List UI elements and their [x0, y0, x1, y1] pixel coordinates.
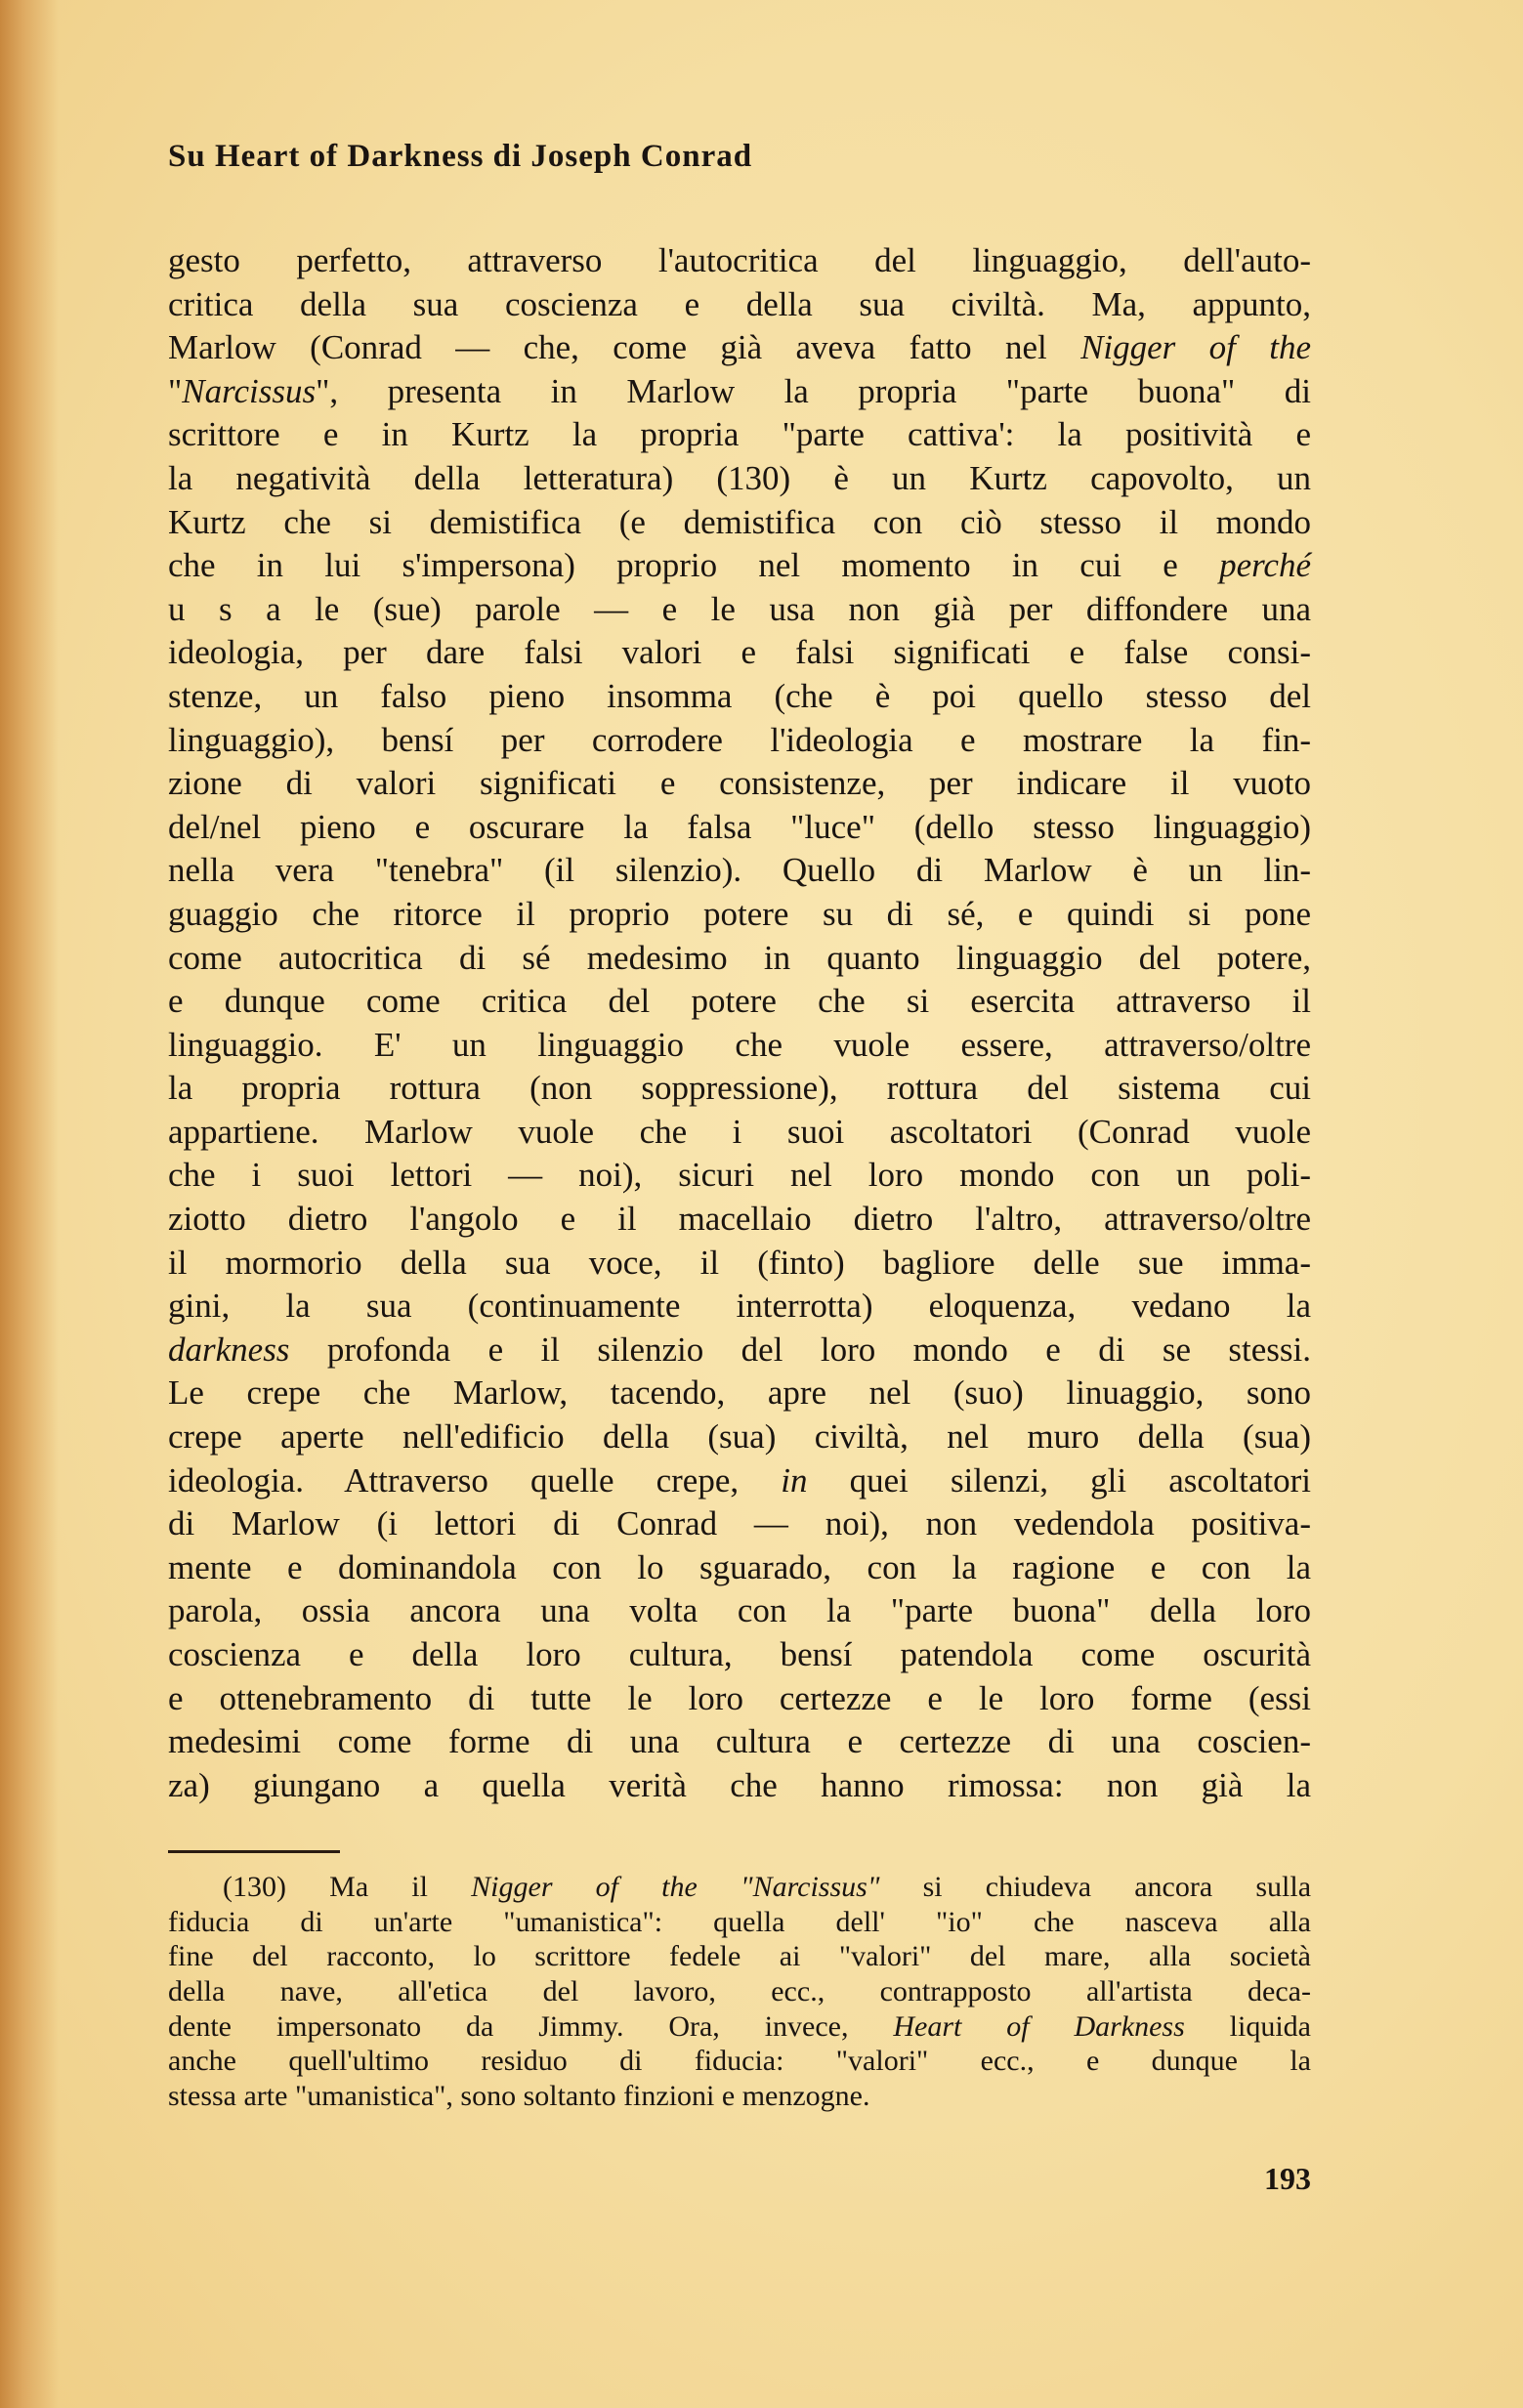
- body-line: parola, ossia ancora una volta con la "parte buona" della loro: [168, 1591, 1311, 1630]
- body-line: u s a le (sue) parole — e le usa non già per diffondere una: [168, 589, 1311, 628]
- body-line: medesimi come forme di una cultura e certezze di una coscien-: [168, 1722, 1311, 1761]
- footnote-line: fiducia di un'arte "umanistica": quella dell' "io" che nasceva alla: [168, 1905, 1311, 1938]
- footnote-line: della nave, all'etica del lavoro, ecc., contrapposto all'artista deca-: [168, 1975, 1311, 2008]
- footnote-line: anche quell'ultimo residuo di fiducia: "valori" ecc., e dunque la: [168, 2045, 1311, 2078]
- body-line: darkness profonda e il silenzio del loro mondo e di se stessi.: [168, 1330, 1311, 1369]
- body-line: ideologia, per dare falsi valori e falsi significati e false consi-: [168, 633, 1311, 672]
- footnote-rule: [168, 1850, 340, 1853]
- body-line: Kurtz che si demistifica (e demistifica con ciò stesso il mondo: [168, 502, 1311, 541]
- body-line: gini, la sua (continuamente interrotta) eloquenza, vedano la: [168, 1287, 1311, 1326]
- body-line: za) giungano a quella verità che hanno rimossa: non già la: [168, 1765, 1311, 1804]
- body-text: [168, 239, 1311, 1807]
- body-line: zione di valori significati e consistenze, per indicare il vuoto: [168, 764, 1311, 803]
- body-line: e dunque come critica del potere che si esercita attraverso il: [168, 982, 1311, 1021]
- body-line: linguaggio), bensí per corrodere l'ideologia e mostrare la fin-: [168, 720, 1311, 759]
- footnote-line: (130) Ma il Nigger of the "Narcissus" si chiudeva ancora sulla: [223, 1871, 1312, 1903]
- running-head: Su Heart of Darkness di Joseph Conrad: [168, 139, 753, 174]
- body-line: del/nel pieno e oscurare la falsa "luce" (dello stesso linguaggio): [168, 807, 1311, 846]
- footnote-line: stessa arte "umanistica", sono soltanto finzioni e menzogne.: [168, 2080, 870, 2113]
- spine-shadow: [0, 0, 59, 2408]
- body-line: ideologia. Attraverso quelle crepe, in quei silenzi, gli ascoltatori: [168, 1460, 1311, 1500]
- body-line: Marlow (Conrad — che, come già aveva fatto nel Nigger of the: [168, 328, 1311, 367]
- body-line: la propria rottura (non soppressione), rottura del sistema cui: [168, 1069, 1311, 1108]
- footnote-line: dente impersonato da Jimmy. Ora, invece, Heart of Darkness liquida: [168, 2009, 1311, 2043]
- body-line: di Marlow (i lettori di Conrad — noi), non vedendola positiva-: [168, 1504, 1311, 1543]
- body-line: Le crepe che Marlow, tacendo, apre nel (suo) linuaggio, sono: [168, 1373, 1311, 1413]
- body-line: gesto perfetto, attraverso l'autocritica del linguaggio, dell'auto-: [168, 241, 1311, 279]
- body-line: stenze, un falso pieno insomma (che è poi quello stesso del: [168, 676, 1311, 715]
- body-line: ziotto dietro l'angolo e il macellaio dietro l'altro, attraverso/oltre: [168, 1200, 1311, 1239]
- body-line: che i suoi lettori — noi), sicuri nel loro mondo con un poli-: [168, 1156, 1311, 1195]
- footnote-130: [168, 1870, 1311, 2114]
- body-line: appartiene. Marlow vuole che i suoi ascoltatori (Conrad vuole: [168, 1112, 1311, 1151]
- body-line: linguaggio. E' un linguaggio che vuole essere, attraverso/oltre: [168, 1025, 1311, 1064]
- body-line: che in lui s'impersona) proprio nel momento in cui e perché: [168, 546, 1311, 585]
- body-line: coscienza e della loro cultura, bensí patendola come oscurità: [168, 1635, 1311, 1673]
- body-line: guaggio che ritorce il proprio potere su di sé, e quindi si pone: [168, 894, 1311, 933]
- body-line: scrittore e in Kurtz la propria "parte cattiva': la positività e: [168, 415, 1311, 454]
- body-line: e ottenebramento di tutte le loro certezze e le loro forme (essi: [168, 1678, 1311, 1717]
- body-line: "Narcissus", presenta in Marlow la propria "parte buona" di: [168, 371, 1311, 410]
- body-line: mente e dominandola con lo sguarado, con la ragione e con la: [168, 1547, 1311, 1586]
- body-line: critica della sua coscienza e della sua civiltà. Ma, appunto,: [168, 284, 1311, 323]
- body-line: il mormorio della sua voce, il (finto) bagliore delle sue imma-: [168, 1243, 1311, 1282]
- footnote-line: fine del racconto, lo scrittore fedele ai "valori" del mare, alla società: [168, 1940, 1311, 1973]
- body-line: nella vera "tenebra" (il silenzio). Quello di Marlow è un lin-: [168, 851, 1311, 890]
- page-number: 193: [1264, 2161, 1311, 2196]
- body-line: come autocritica di sé medesimo in quanto linguaggio del potere,: [168, 938, 1311, 977]
- body-line: la negatività della letteratura) (130) è un Kurtz capovolto, un: [168, 458, 1311, 497]
- body-line: crepe aperte nell'edificio della (sua) civiltà, nel muro della (sua): [168, 1417, 1311, 1457]
